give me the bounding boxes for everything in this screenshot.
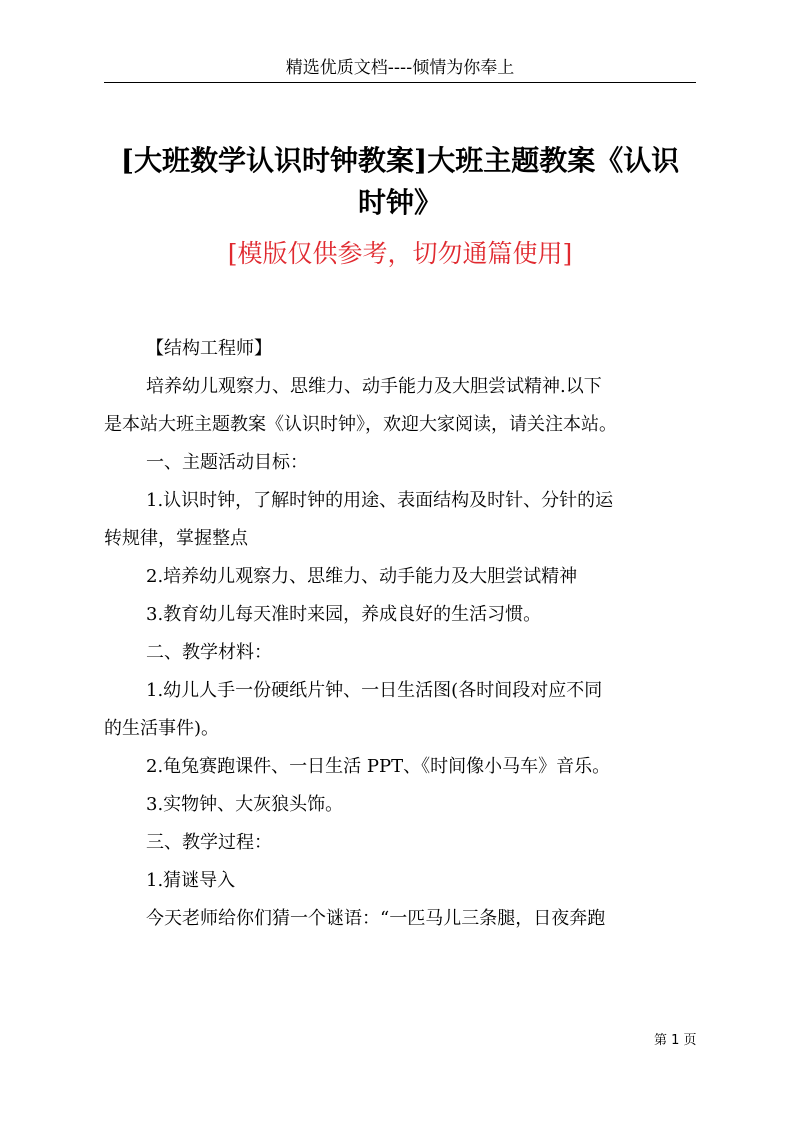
paragraph-line: 3.教育幼儿每天准时来园，养成良好的生活习惯。 bbox=[146, 604, 542, 625]
title-line-2: 时钟》 bbox=[357, 186, 442, 219]
paragraph-line: 的生活事件)。 bbox=[104, 718, 220, 739]
paragraph-line: 转规律，掌握整点 bbox=[104, 528, 248, 549]
document-title bbox=[104, 140, 696, 224]
paragraph-line: 1.认识时钟，了解时钟的用途、表面结构及时针、分针的运 bbox=[146, 490, 614, 511]
document-body bbox=[104, 330, 700, 938]
paragraph-line: 培养幼儿观察力、思维力、动手能力及大胆尝试精神.以下 bbox=[146, 376, 602, 397]
section-heading: 二、教学材料： bbox=[146, 642, 272, 663]
section-heading: 一、主题活动目标： bbox=[146, 452, 308, 473]
page-header: 精选优质文档----倾情为你奉上 bbox=[285, 58, 515, 78]
section-heading: 三、教学过程： bbox=[146, 832, 272, 853]
paragraph-line: 是本站大班主题教案《认识时钟》，欢迎大家阅读，请关注本站。 bbox=[104, 414, 617, 435]
title-line-1: [大班数学认识时钟教案]大班主题教案《认识 bbox=[120, 144, 680, 177]
paragraph-line: 今天老师给你们猜一个谜语：“一匹马儿三条腿，日夜奔跑 bbox=[146, 908, 606, 929]
paragraph-line: 2.龟兔赛跑课件、一日生活 PPT、《时间像小马车》音乐。 bbox=[146, 756, 611, 777]
paragraph-line: 1.幼儿人手一份硬纸片钟、一日生活图(各时间段对应不同 bbox=[146, 680, 603, 701]
paragraph-line: 3.实物钟、大灰狼头饰。 bbox=[146, 794, 344, 815]
paragraph-line: 2.培养幼儿观察力、思维力、动手能力及大胆尝试精神 bbox=[146, 566, 578, 587]
template-notice: [模版仅供参考，切勿通篇使用] bbox=[227, 239, 573, 268]
page-number: 第 1 页 bbox=[654, 1033, 697, 1048]
paragraph-heading: 【结构工程师】 bbox=[146, 338, 272, 359]
header-divider bbox=[104, 82, 696, 83]
paragraph-line: 1.猜谜导入 bbox=[146, 870, 236, 891]
